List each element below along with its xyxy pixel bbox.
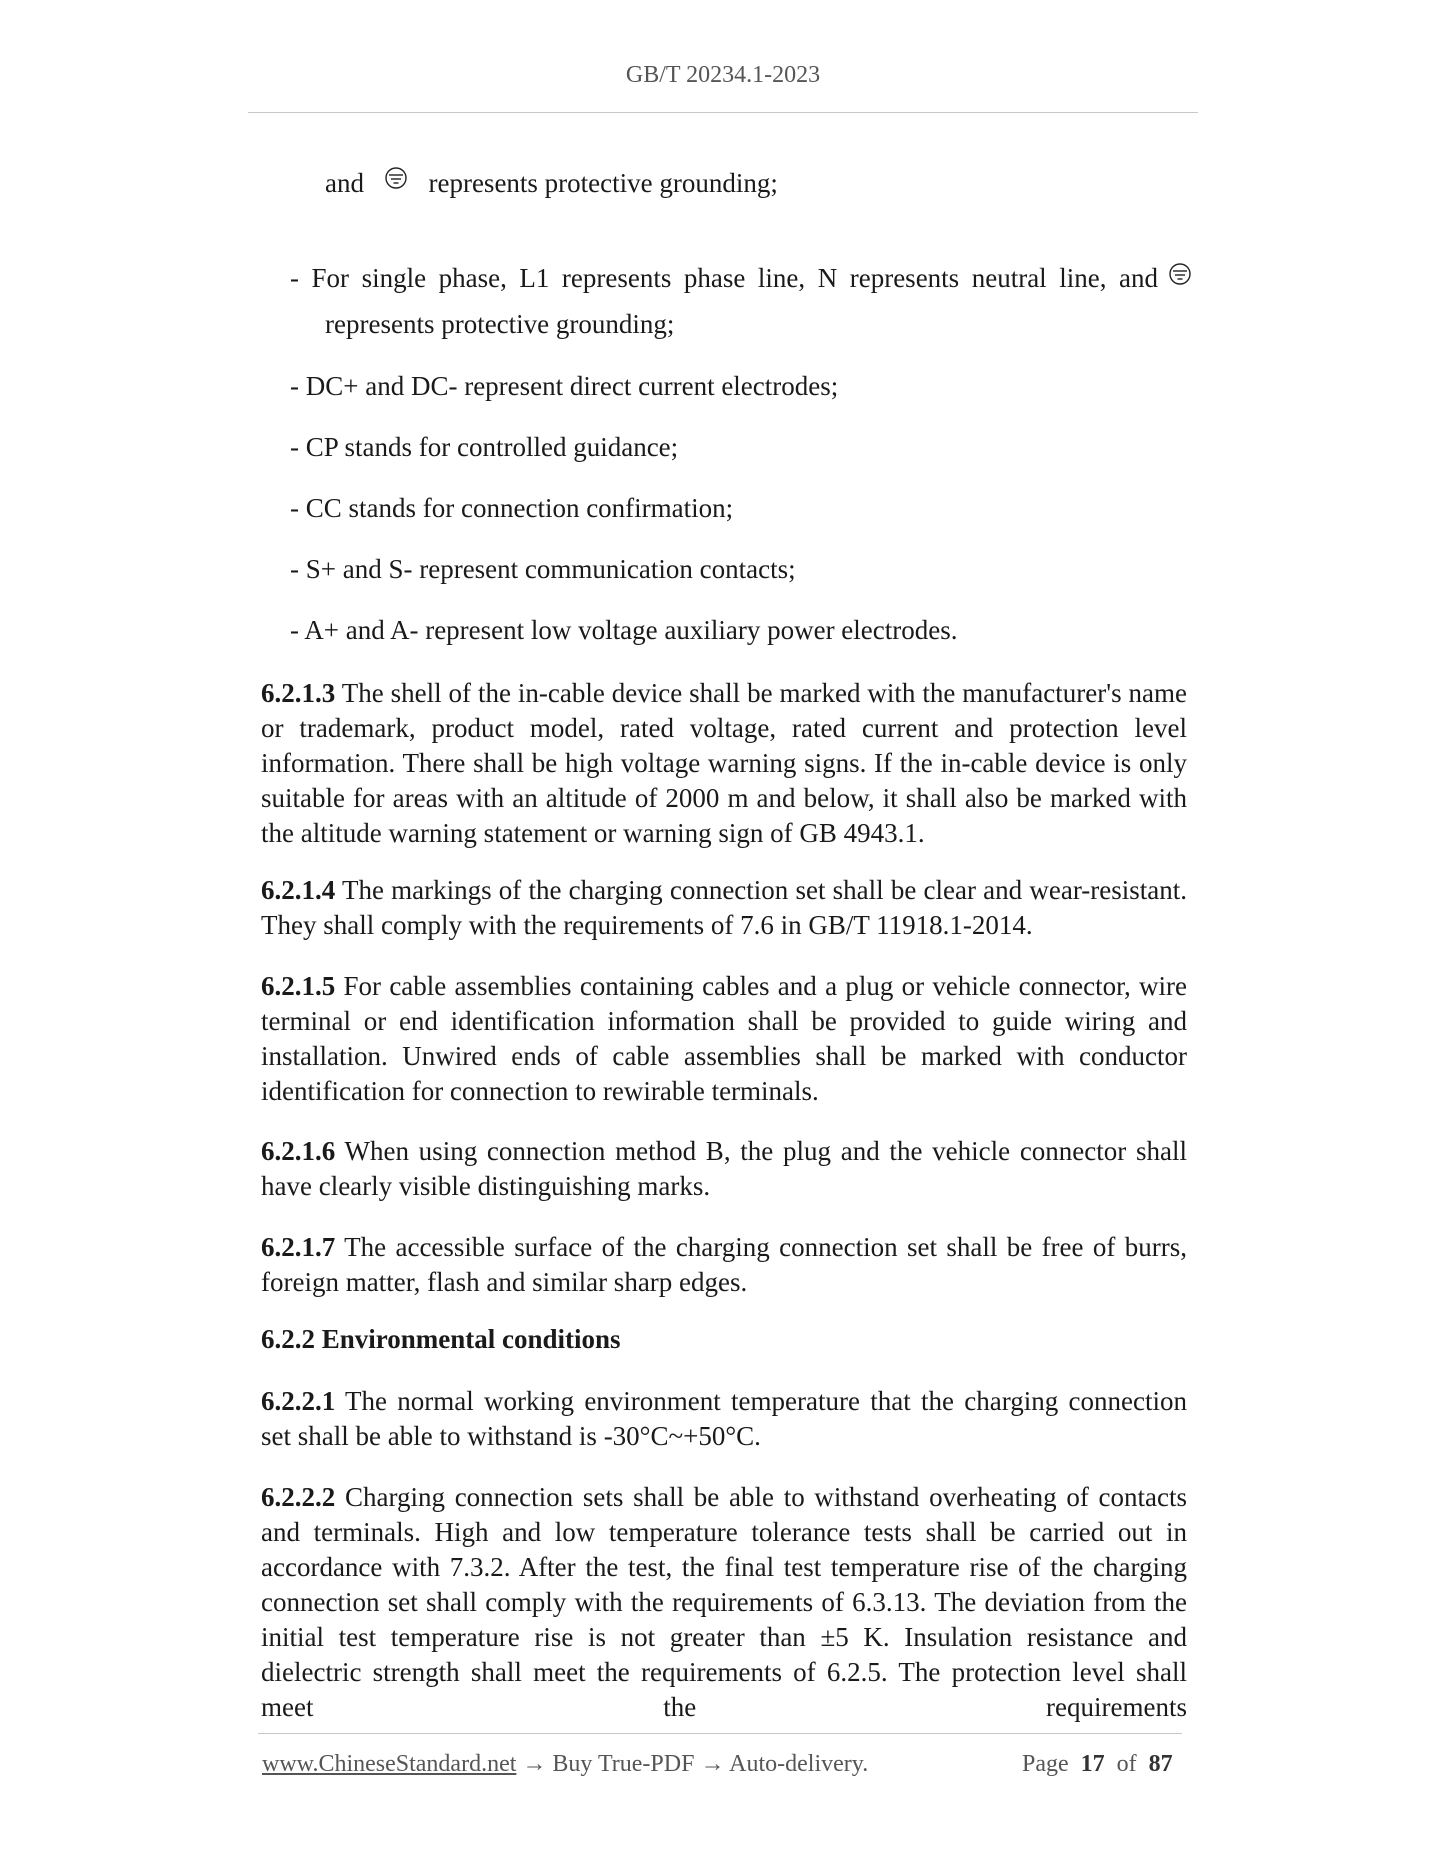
clause-text: The markings of the charging connection set shall be clear and wear-resistant. They shall comply with the requirements of 7.6 in GB/T 11918.1-2014. bbox=[261, 875, 1187, 940]
clause-text: The accessible surface of the charging connection set shall be free of burrs, foreign matter, flash and similar sharp edges. bbox=[261, 1232, 1187, 1297]
list-item-dc: - DC+ and DC- represent direct current electrodes; bbox=[290, 371, 839, 401]
clause-number: 6.2.1.5 bbox=[261, 971, 336, 1001]
footer-links bbox=[262, 1751, 868, 1778]
clause-number: 6.2.1.4 bbox=[261, 875, 336, 905]
continued-line: and represents protective grounding; bbox=[325, 168, 778, 198]
header-divider bbox=[248, 112, 1198, 113]
clause-6-2-1-3 bbox=[261, 676, 1187, 851]
clause-text: When using connection method B, the plug and the vehicle connector shall have clearly visible distinguishing marks. bbox=[261, 1136, 1187, 1201]
footer-buy-link[interactable]: Buy True-PDF bbox=[552, 1751, 695, 1777]
list-item-cp: - CP stands for controlled guidance; bbox=[290, 432, 679, 462]
protective-ground-icon bbox=[1168, 262, 1192, 286]
clause-6-2-1-4 bbox=[261, 873, 1187, 943]
section-heading: 6.2.2 Environmental conditions bbox=[261, 1324, 621, 1354]
clause-text: Charging connection sets shall be able to withstand overheating of contacts and terminals. High and low temperature tolerance tests shall be carried out in accordance with 7.3.2. After the test, the final test temperature rise of the charging connection set shall comply with the requirements of 6.3.13. The deviation from the initial test temperature rise is not greater than ±5 K. Insulation resistance and dielectric strength shall meet the requirements of 6.2.5. The protection level shall meet the requirements bbox=[261, 1482, 1187, 1722]
document-header: GB/T 20234.1-2023 bbox=[625, 62, 821, 88]
page-indicator: Page 17 of 87 bbox=[1022, 1751, 1173, 1777]
arrow-icon: → bbox=[522, 1751, 547, 1777]
list-item-a: - A+ and A- represent low voltage auxiliary power electrodes. bbox=[290, 615, 958, 645]
clause-number: 6.2.1.6 bbox=[261, 1136, 336, 1166]
list-item-single-phase-cont: represents protective grounding; bbox=[325, 309, 675, 339]
list-item-cc: - CC stands for connection confirmation; bbox=[290, 493, 734, 523]
footer-divider bbox=[258, 1733, 1182, 1734]
clause-text: For cable assemblies containing cables and a plug or vehicle connector, wire terminal or end identification information shall be provided to guide wiring and installation. Unwired ends of cable assemblies shall be marked with conductor identification for connection to rewirable terminals. bbox=[261, 971, 1187, 1106]
clause-text: The normal working environment temperature that the charging connection set shall be able to withstand is -30°C~+50°C. bbox=[261, 1386, 1187, 1451]
total-pages: 87 bbox=[1148, 1751, 1173, 1777]
clause-6-2-1-7 bbox=[261, 1230, 1187, 1300]
list-item-single-phase: - For single phase, L1 represents phase line, N represents neutral line, and bbox=[290, 263, 1158, 293]
footer-url-link[interactable]: www.ChineseStandard.net bbox=[262, 1751, 517, 1777]
footer-delivery-text: Auto-delivery. bbox=[729, 1751, 869, 1777]
clause-6-2-1-5 bbox=[261, 969, 1187, 1109]
page-number: 17 bbox=[1080, 1751, 1105, 1777]
clause-6-2-2-1 bbox=[261, 1384, 1187, 1454]
arrow-icon: → bbox=[700, 1751, 725, 1777]
clause-6-2-2-2 bbox=[261, 1480, 1187, 1725]
clause-number: 6.2.2.1 bbox=[261, 1386, 336, 1416]
clause-text: The shell of the in-cable device shall be marked with the manufacturer's name or trademark, product model, rated voltage, rated current and protection level information. There shall be high voltage warning signs. If the in-cable device is only suitable for areas with an altitude of 2000 m and below, it shall also be marked with the altitude warning statement or warning sign of GB 4943.1. bbox=[261, 678, 1187, 848]
list-item-s: - S+ and S- represent communication contacts; bbox=[290, 554, 796, 584]
clause-number: 6.2.2.2 bbox=[261, 1482, 336, 1512]
protective-ground-icon bbox=[384, 166, 408, 190]
clause-number: 6.2.1.7 bbox=[261, 1232, 336, 1262]
clause-number: 6.2.1.3 bbox=[261, 678, 336, 708]
clause-6-2-1-6 bbox=[261, 1134, 1187, 1204]
